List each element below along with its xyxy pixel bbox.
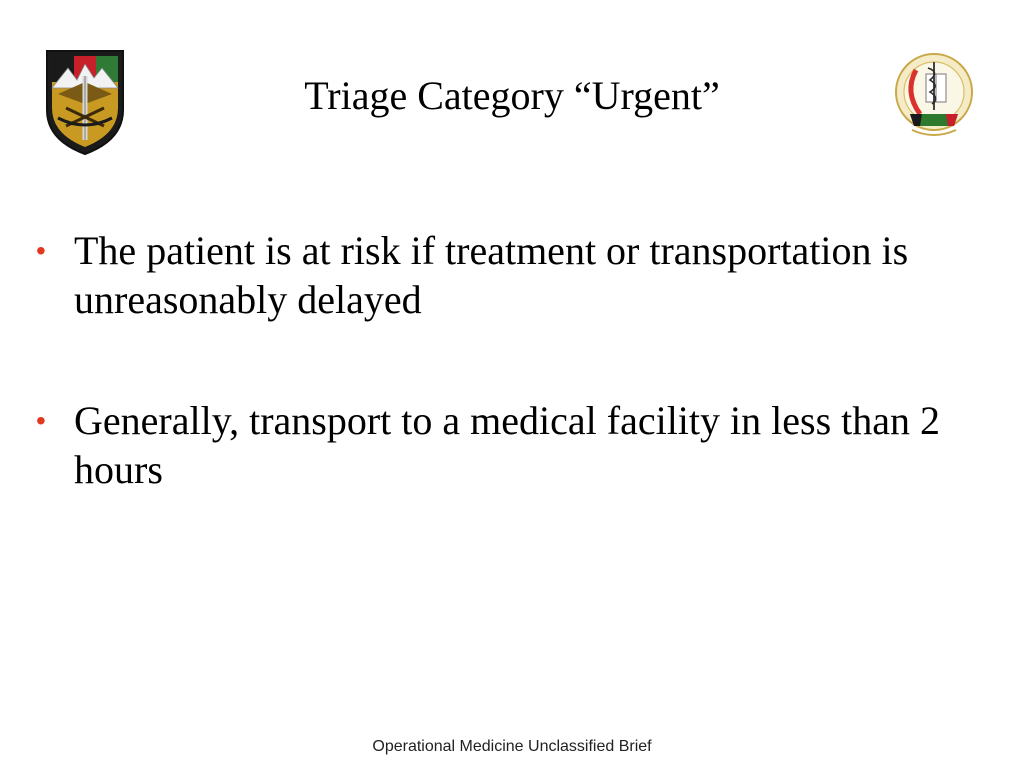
bullet-dot-icon: •: [36, 405, 46, 436]
medical-emblem-seal-icon: [892, 40, 980, 148]
slide-footer: Operational Medicine Unclassified Brief: [372, 738, 652, 755]
bullet-item: [30, 396, 980, 494]
bullet-dot-icon: •: [36, 235, 46, 266]
military-shield-insignia-icon: [44, 48, 126, 156]
bullet-item: [30, 226, 980, 324]
bullet-text: Generally, transport to a medical facility in less than 2 hours: [74, 398, 941, 492]
bullet-list: [30, 226, 980, 566]
slide-title: Triage Category “Urgent”: [304, 73, 720, 118]
bullet-text: The patient is at risk if treatment or transportation is unreasonably delayed: [74, 228, 909, 322]
